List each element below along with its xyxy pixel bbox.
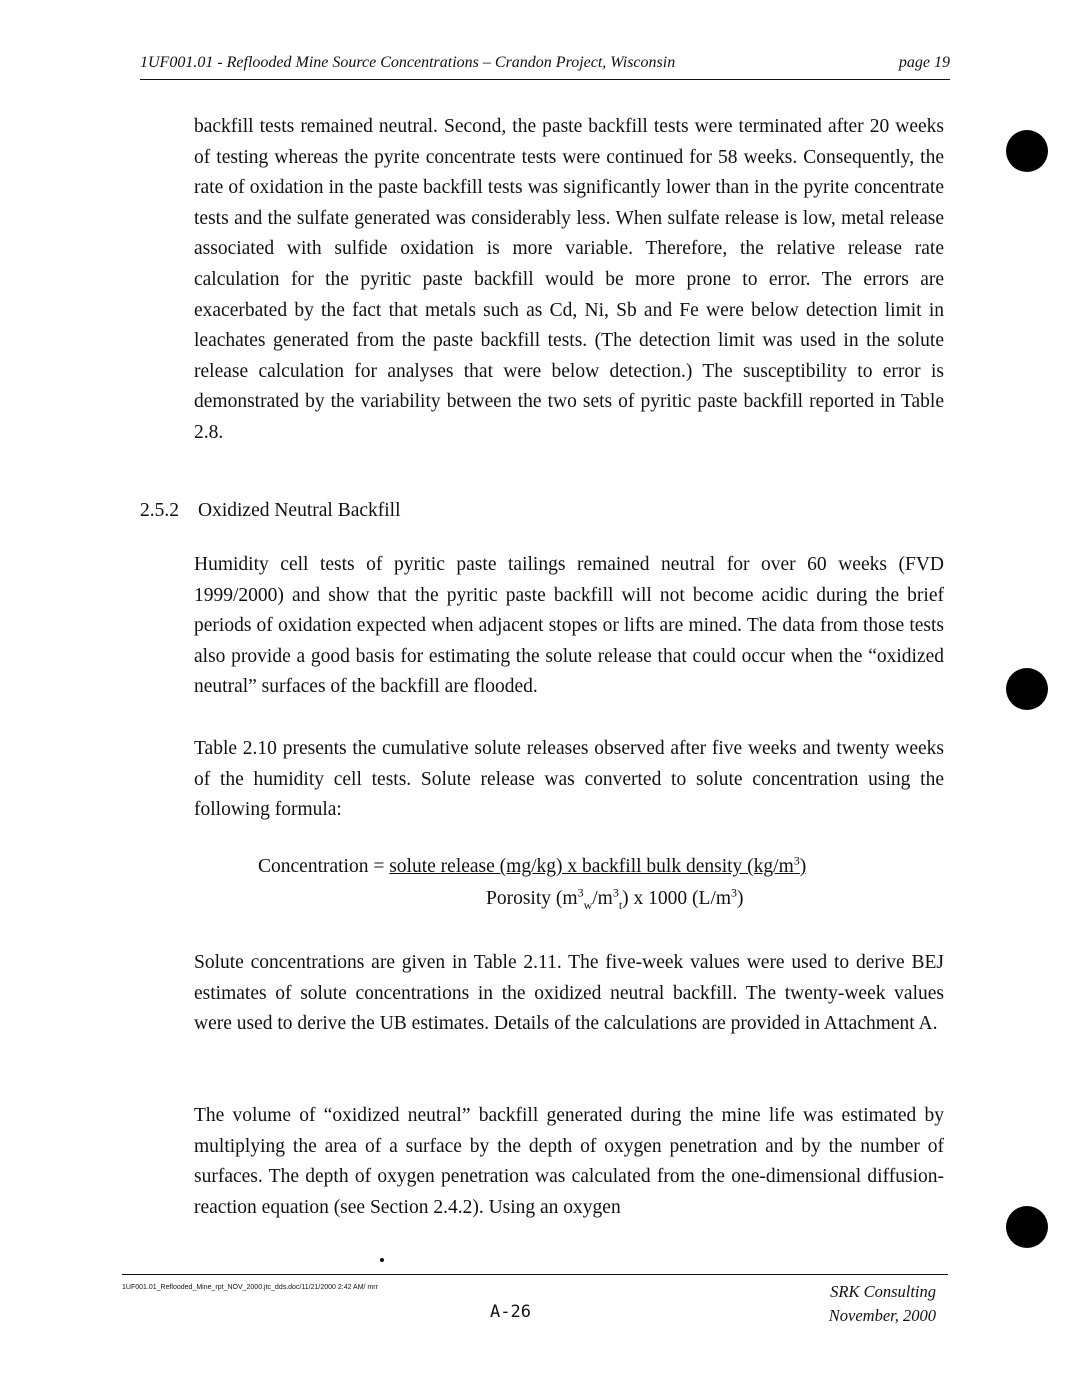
footer-date: November, 2000 — [828, 1306, 936, 1325]
paragraph-backfill-tests: backfill tests remained neutral. Second, the paste backfill tests were terminated after 20 weeks of testing whereas the pyrite concentrate tests were continued for 58 weeks. Consequently, the rate of oxidation in the paste backfill tests was significantly lower than in the pyrite concentrate tests and the sulfate generated was considerably less. When sulfate release is low, metal release associated with sulfide oxidation is more variable. Therefore, the relative release rate calculation for the pyritic paste backfill would be more prone to error. The errors are exacerbated by the fact that metals such as Cd, Ni, Sb and Fe were below detection limit in leachates generated from the paste backfill tests. (The detection limit was used in the solute release calculation for analyses that were below detection.) The susceptibility to error is demonstrated by the variability between the two sets of pyritic paste backfill reported in Table 2.8. — [194, 116, 944, 443]
binder-hole-icon — [1006, 130, 1048, 172]
formula-den-sup2: 3 — [612, 885, 619, 900]
page-header — [140, 54, 950, 76]
paragraph-solute-concentrations: Solute concentrations are given in Table 2.11. The five-week values were used to derive BEJ estimates of solute concentrations in the oxidized neutral backfill. The twenty-week values were used to derive the UB estimates. Details of the calculations are provided in Attachment A. — [194, 952, 944, 1035]
formula-den-c: ) x 1000 (L/m — [622, 888, 732, 909]
formula-den-sup3: 3 — [731, 885, 738, 900]
paragraph-table-2-10: Table 2.10 presents the cumulative solute releases observed after five weeks and twenty weeks of the humidity cell tests. Solute release was converted to solute concentration using the following formula: — [194, 738, 944, 821]
section-title: Oxidized Neutral Backfill — [198, 500, 401, 521]
header-title: 1UF001.01 - Reflooded Mine Source Concentrations – Crandon Project, Wisconsin — [140, 54, 676, 71]
header-rule — [140, 79, 950, 80]
footer-file-path: 1UF001.01_Reflooded_Mine_rpt_NOV_2000.jtc_dds.doc/11/21/2000 2:42 AM/ mrr — [122, 1284, 378, 1291]
formula-denominator — [486, 885, 744, 912]
paragraph-humidity-cell-tests: Humidity cell tests of pyritic paste tailings remained neutral for over 60 weeks (FVD 1999/2000) and show that the pyritic paste backfill will not become acidic during the brief periods of oxidation expected when adjacent stopes or lifts are mined. The data from those tests also provide a good basis for estimating the solute release that could occur when the “oxidized neutral” surfaces of the backfill are flooded. — [194, 554, 944, 698]
binder-hole-icon — [1006, 1206, 1048, 1248]
formula-den-a: Porosity (m — [486, 888, 578, 909]
formula-numerator-line — [258, 853, 807, 878]
binder-hole-icon — [1006, 668, 1048, 710]
footer-company-block — [829, 1280, 936, 1328]
formula-numerator — [389, 853, 807, 877]
header-page-number: page 19 — [898, 54, 950, 71]
section-number: 2.5.2 — [140, 500, 179, 521]
footer-rule — [122, 1274, 948, 1275]
formula-den-sub1: w — [583, 897, 593, 912]
formula-den-b: /m — [592, 888, 613, 909]
footer-company: SRK Consulting — [830, 1282, 936, 1301]
scan-speck — [380, 1258, 384, 1262]
formula-lhs: Concentration = — [258, 856, 390, 877]
formula-num-sup: 3 — [793, 853, 800, 868]
formula-den-sup1: 3 — [577, 885, 584, 900]
footer-page-label: A-26 — [490, 1302, 531, 1322]
formula-num-text: solute release (mg/kg) x backfill bulk density (kg/m — [389, 856, 794, 877]
formula-num-close: ) — [799, 856, 807, 877]
formula-den-sub2: t — [618, 897, 623, 912]
paragraph-oxidized-volume: The volume of “oxidized neutral” backfill generated during the mine life was estimated by multiplying the area of a surface by the depth of oxygen penetration and by the number of surfaces. The depth of oxygen penetration was calculated from the one-dimensional diffusion-reaction equation (see Section 2.4.2). Using an oxygen — [194, 1105, 944, 1218]
formula-den-d: ) — [737, 888, 744, 909]
